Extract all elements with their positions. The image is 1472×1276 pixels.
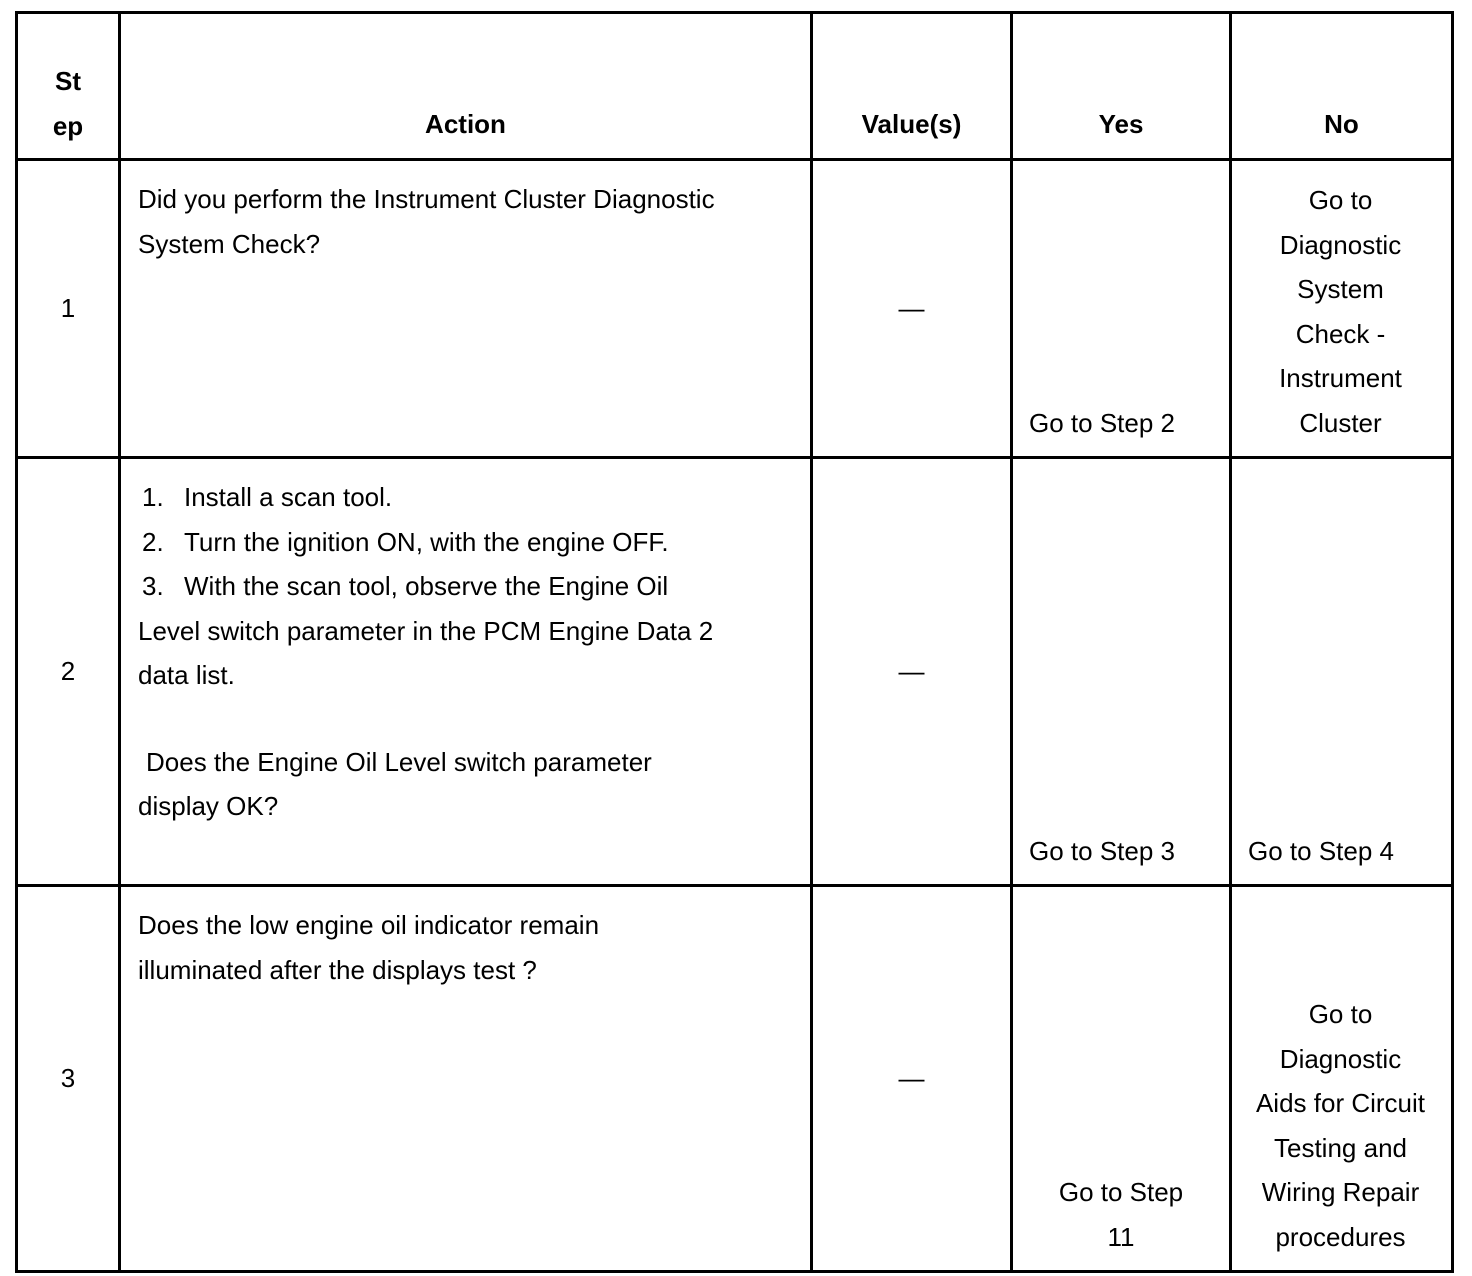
list-item	[138, 520, 738, 565]
list-item-number: 2.	[142, 526, 164, 557]
action-cell	[120, 886, 812, 1272]
value-cell: —	[812, 886, 1012, 1272]
list-item-text: Turn the ignition ON, with the engine OFF.	[184, 526, 669, 557]
no-line: Diagnostic	[1279, 1043, 1402, 1074]
no-cell: Go to Step 4	[1231, 458, 1453, 886]
header-no: No	[1231, 13, 1453, 160]
action-list	[138, 475, 738, 698]
list-item-text: With the scan tool, observe the Engine Oil Level switch parameter in the PCM Engine Data 2 data list.	[138, 571, 714, 690]
header-step	[17, 13, 120, 160]
value-cell: —	[812, 458, 1012, 886]
table-row	[17, 160, 1453, 458]
action-text: Does the low engine oil indicator remain illuminated after the displays test ?	[138, 910, 600, 985]
step-number: 2	[17, 458, 120, 886]
no-line: Cluster	[1299, 407, 1382, 438]
header-step-line2: ep	[52, 110, 84, 141]
no-cell	[1231, 886, 1453, 1272]
no-line: Testing and	[1274, 1132, 1407, 1163]
action-cell	[120, 160, 812, 458]
yes-cell: Go to Step 2	[1012, 160, 1231, 458]
header-row	[17, 13, 1453, 160]
no-line: Wiring Repair	[1261, 1177, 1420, 1207]
no-line: System	[1297, 274, 1384, 304]
spacer	[138, 698, 790, 740]
step-number: 1	[17, 160, 120, 458]
header-values: Value(s)	[812, 13, 1012, 160]
no-cell	[1231, 160, 1453, 458]
no-line: Diagnostic	[1279, 229, 1402, 260]
yes-line: Go to Step	[1058, 1177, 1184, 1207]
table-row	[17, 458, 1453, 886]
table-row	[17, 886, 1453, 1272]
yes-cell	[1012, 886, 1231, 1272]
header-action: Action	[120, 13, 812, 160]
action-text: Did you perform the Instrument Cluster Diagnostic System Check?	[138, 184, 715, 259]
list-item-text: Install a scan tool.	[184, 482, 393, 512]
value-cell: —	[812, 160, 1012, 458]
diagnostic-table	[15, 11, 1454, 1273]
list-item	[138, 475, 738, 520]
header-yes: Yes	[1012, 13, 1231, 160]
no-line: Aids for Circuit	[1255, 1088, 1426, 1118]
no-line: Instrument	[1279, 363, 1402, 393]
list-item	[138, 564, 728, 698]
no-line: Check -	[1295, 318, 1386, 349]
step-number: 3	[17, 886, 120, 1272]
action-cell	[120, 458, 812, 886]
no-line: procedures	[1275, 1221, 1406, 1252]
no-line: Go to	[1308, 185, 1373, 215]
list-item-number: 3.	[142, 571, 164, 601]
no-line: Go to	[1308, 999, 1373, 1029]
list-item-number: 1.	[142, 482, 164, 512]
header-step-line1: St	[55, 66, 81, 96]
action-question: Does the Engine Oil Level switch parameter display OK?	[138, 746, 652, 821]
yes-line: 11	[1107, 1221, 1135, 1252]
yes-cell: Go to Step 3	[1012, 458, 1231, 886]
